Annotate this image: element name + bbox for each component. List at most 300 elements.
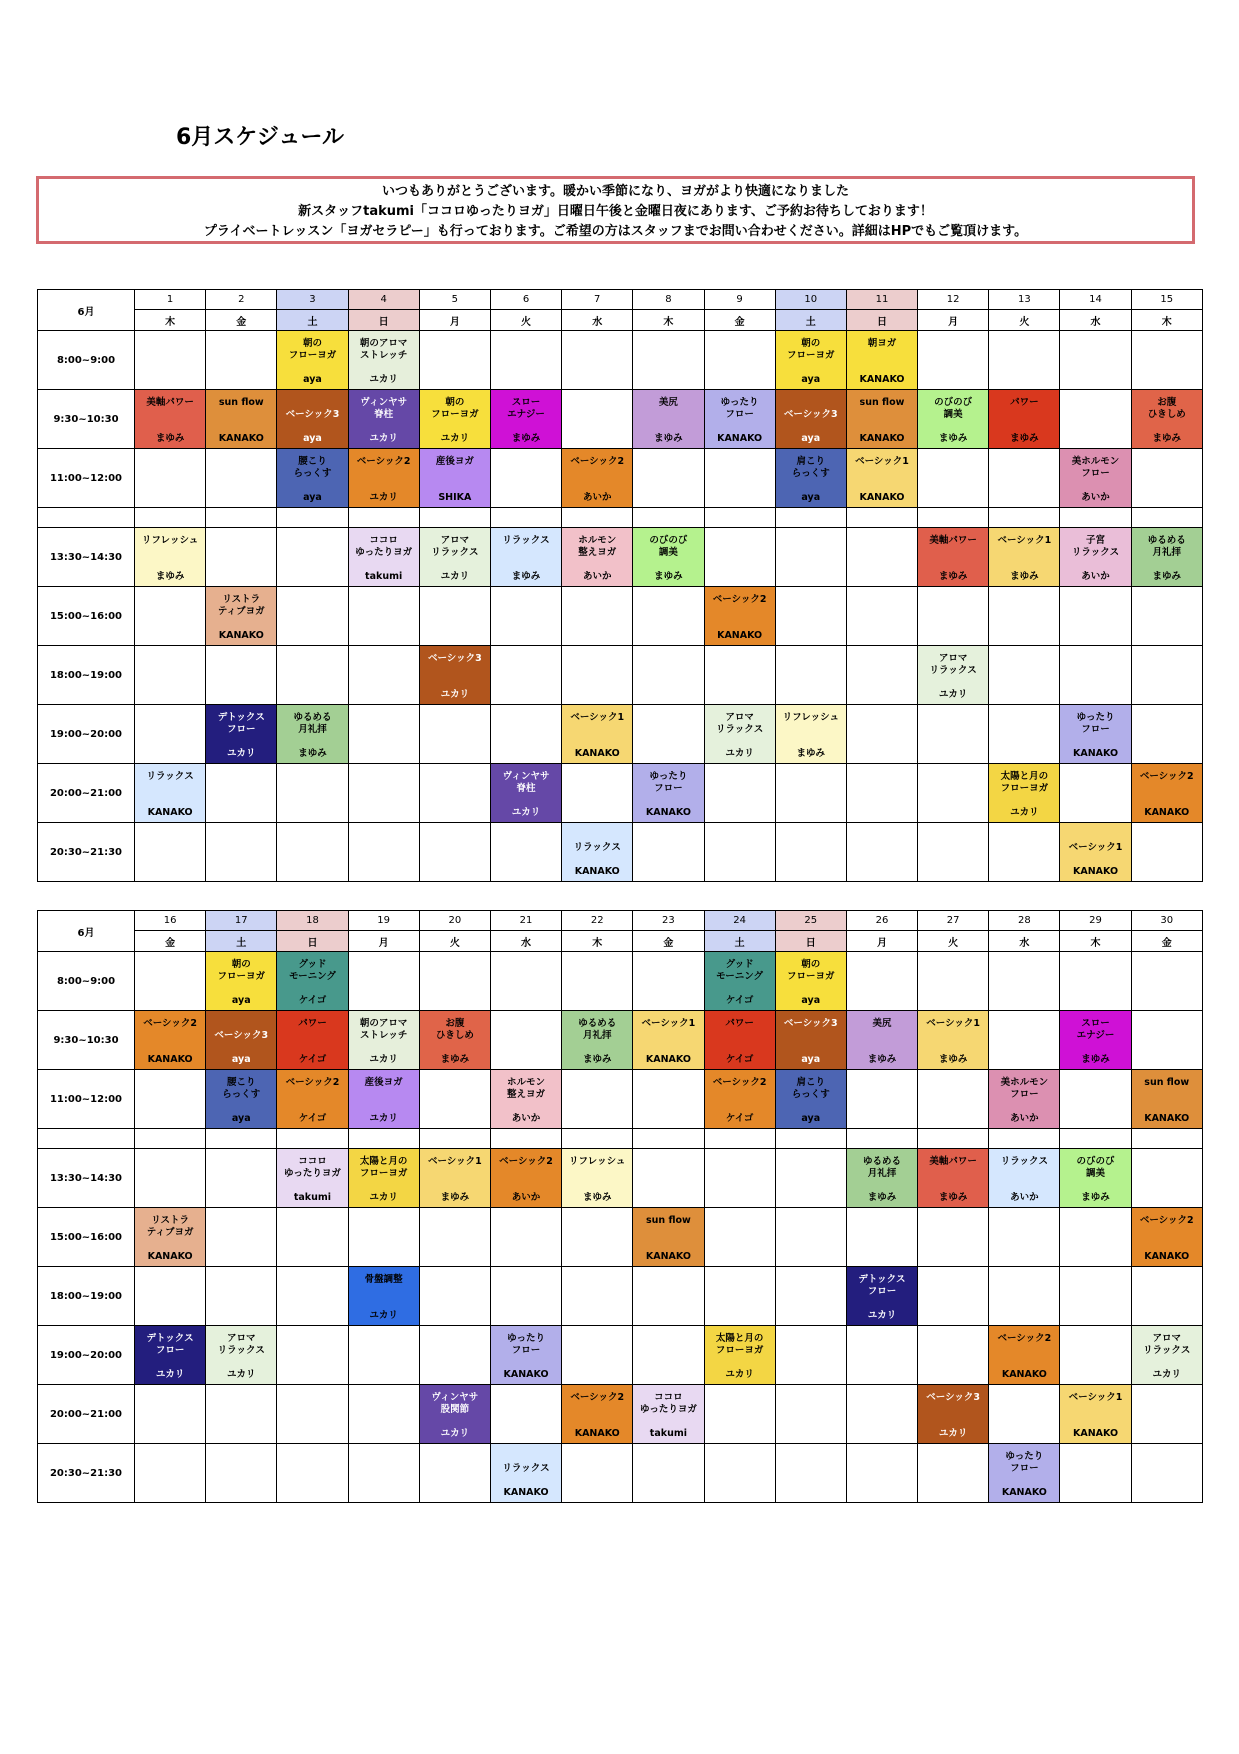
- time-slot-label: 8:00~9:00: [38, 331, 135, 390]
- empty-slot: [206, 823, 277, 882]
- break-cell: [348, 508, 419, 528]
- class-cell[interactable]: [633, 764, 704, 823]
- class-name: リフレッシュ: [141, 535, 199, 546]
- class-cell[interactable]: [704, 390, 775, 449]
- class-cell[interactable]: [775, 331, 846, 390]
- class-name: sun flow: [218, 397, 264, 408]
- class-cell[interactable]: [419, 1385, 490, 1444]
- date-cell: 11: [846, 290, 917, 310]
- class-cell[interactable]: [1131, 1326, 1202, 1385]
- break-cell: [490, 508, 561, 528]
- empty-slot: [348, 952, 419, 1011]
- class-cell[interactable]: [135, 528, 206, 587]
- empty-slot: [135, 1149, 206, 1208]
- class-name: ベーシック2: [356, 456, 411, 467]
- empty-slot: [562, 1208, 633, 1267]
- class-cell[interactable]: [419, 528, 490, 587]
- teacher-name: まゆみ: [1152, 433, 1181, 444]
- weekday-cell: 金: [135, 931, 206, 952]
- empty-slot: [490, 952, 561, 1011]
- class-cell[interactable]: [206, 705, 277, 764]
- break-cell: [562, 1129, 633, 1149]
- class-cell[interactable]: [135, 390, 206, 449]
- teacher-name: KANAKO: [574, 1428, 620, 1439]
- class-name: 美尻: [872, 1018, 892, 1029]
- class-cell[interactable]: [1060, 705, 1131, 764]
- weekday-row: [38, 931, 1203, 952]
- class-name: 産後ヨガ: [435, 456, 474, 467]
- class-name: グッド モーニング: [289, 959, 336, 982]
- class-name: ベーシック2: [143, 1018, 197, 1029]
- empty-slot: [918, 705, 989, 764]
- empty-slot: [419, 1326, 490, 1385]
- empty-slot: [989, 1208, 1060, 1267]
- class-cell[interactable]: [918, 1149, 989, 1208]
- empty-slot: [135, 587, 206, 646]
- teacher-name: あいか: [511, 1113, 541, 1124]
- class-name: ゆったり フロー: [1005, 1451, 1044, 1474]
- class-cell[interactable]: [1060, 1149, 1131, 1208]
- empty-slot: [1060, 390, 1131, 449]
- class-cell[interactable]: [277, 1149, 348, 1208]
- class-name: グッド モーニング: [716, 959, 764, 982]
- class-name: パワー: [725, 1018, 754, 1029]
- class-name: パワー: [298, 1018, 327, 1029]
- class-cell[interactable]: [277, 1011, 348, 1070]
- empty-slot: [704, 449, 775, 508]
- empty-slot: [277, 764, 348, 823]
- empty-slot: [918, 823, 989, 882]
- teacher-name: ユカリ: [511, 807, 541, 818]
- teacher-name: ユカリ: [369, 1113, 398, 1124]
- empty-slot: [1131, 1444, 1202, 1503]
- teacher-name: ユカリ: [440, 571, 470, 582]
- class-cell[interactable]: [277, 952, 348, 1011]
- empty-slot: [1131, 1267, 1202, 1326]
- class-name: ゆるめる 月礼拝: [1147, 535, 1186, 558]
- empty-slot: [704, 646, 775, 705]
- class-name: 美軸パワー: [146, 397, 194, 408]
- class-cell[interactable]: [348, 1070, 419, 1129]
- empty-slot: [775, 764, 846, 823]
- class-cell[interactable]: [490, 1326, 561, 1385]
- class-cell[interactable]: [348, 1011, 419, 1070]
- empty-slot: [348, 764, 419, 823]
- date-cell: 14: [1060, 290, 1131, 310]
- teacher-name: ユカリ: [227, 1369, 256, 1380]
- class-cell[interactable]: [633, 1385, 704, 1444]
- empty-slot: [918, 952, 989, 1011]
- empty-slot: [419, 587, 490, 646]
- class-name: ホルモン 整えヨガ: [507, 1077, 546, 1100]
- class-cell[interactable]: [1131, 528, 1202, 587]
- empty-slot: [562, 764, 633, 823]
- class-cell[interactable]: [562, 1011, 633, 1070]
- class-cell[interactable]: [918, 1011, 989, 1070]
- class-cell[interactable]: [918, 528, 989, 587]
- class-name: アロマ リラックス: [431, 535, 479, 558]
- empty-slot: [419, 1070, 490, 1129]
- class-cell[interactable]: [633, 1011, 704, 1070]
- empty-slot: [775, 1326, 846, 1385]
- class-cell[interactable]: [989, 1444, 1060, 1503]
- class-cell[interactable]: [633, 1208, 704, 1267]
- class-name: リラックス: [573, 842, 621, 853]
- teacher-name: まゆみ: [1081, 1054, 1110, 1065]
- class-cell[interactable]: [562, 823, 633, 882]
- class-cell[interactable]: [135, 1011, 206, 1070]
- empty-slot: [918, 1208, 989, 1267]
- teacher-name: aya: [801, 1113, 821, 1124]
- class-cell[interactable]: [704, 952, 775, 1011]
- class-cell[interactable]: [989, 1149, 1060, 1208]
- empty-slot: [1060, 587, 1131, 646]
- time-slot-row: [38, 449, 1203, 508]
- teacher-name: まゆみ: [1010, 433, 1039, 444]
- weekday-cell: 土: [704, 931, 775, 952]
- empty-slot: [633, 587, 704, 646]
- empty-slot: [1060, 1267, 1131, 1326]
- empty-slot: [1131, 1011, 1202, 1070]
- weekday-cell: 木: [1060, 931, 1131, 952]
- empty-slot: [419, 1208, 490, 1267]
- empty-slot: [1131, 823, 1202, 882]
- class-cell[interactable]: [775, 1011, 846, 1070]
- teacher-name: aya: [231, 1054, 251, 1065]
- teacher-name: KANAKO: [1001, 1369, 1047, 1380]
- class-cell[interactable]: [348, 390, 419, 449]
- class-cell[interactable]: [989, 764, 1060, 823]
- empty-slot: [1131, 646, 1202, 705]
- teacher-name: ケイゴ: [725, 1054, 754, 1065]
- empty-slot: [704, 528, 775, 587]
- class-cell[interactable]: [562, 705, 633, 764]
- class-cell[interactable]: [277, 449, 348, 508]
- class-cell[interactable]: [989, 1070, 1060, 1129]
- class-name: リストラ ティブヨガ: [146, 1215, 194, 1238]
- empty-slot: [704, 331, 775, 390]
- class-cell[interactable]: [419, 390, 490, 449]
- class-cell[interactable]: [277, 705, 348, 764]
- teacher-name: KANAKO: [218, 630, 264, 641]
- time-slot-label: 9:30~10:30: [38, 390, 135, 449]
- weekday-cell: 土: [277, 310, 348, 331]
- class-cell[interactable]: [989, 390, 1060, 449]
- empty-slot: [989, 952, 1060, 1011]
- class-cell[interactable]: [490, 764, 561, 823]
- class-cell[interactable]: [490, 1149, 561, 1208]
- class-cell[interactable]: [277, 1070, 348, 1129]
- class-cell[interactable]: [206, 1326, 277, 1385]
- class-cell[interactable]: [348, 449, 419, 508]
- teacher-name: ユカリ: [1010, 807, 1039, 818]
- class-cell[interactable]: [846, 1267, 917, 1326]
- class-cell[interactable]: [562, 1149, 633, 1208]
- weekday-cell: 金: [633, 931, 704, 952]
- date-cell: 7: [562, 290, 633, 310]
- class-cell[interactable]: [704, 1070, 775, 1129]
- teacher-name: takumi: [365, 571, 403, 582]
- class-name: ベーシック2: [570, 456, 625, 467]
- class-name: 美軸パワー: [929, 535, 977, 546]
- class-cell[interactable]: [419, 646, 490, 705]
- weekday-cell: 月: [846, 931, 917, 952]
- class-cell[interactable]: [1060, 449, 1131, 508]
- class-cell[interactable]: [846, 390, 917, 449]
- weekday-cell: 月: [348, 931, 419, 952]
- break-cell: [1131, 508, 1202, 528]
- empty-slot: [846, 1070, 917, 1129]
- empty-slot: [206, 331, 277, 390]
- teacher-name: まゆみ: [440, 1054, 470, 1065]
- class-cell[interactable]: [704, 587, 775, 646]
- date-cell: 24: [704, 911, 775, 931]
- class-cell[interactable]: [348, 1149, 419, 1208]
- class-cell[interactable]: [1131, 1070, 1202, 1129]
- teacher-name: ケイゴ: [725, 1113, 754, 1124]
- class-cell[interactable]: [989, 528, 1060, 587]
- empty-slot: [775, 1208, 846, 1267]
- class-cell[interactable]: [846, 1149, 917, 1208]
- break-cell: [918, 508, 989, 528]
- class-cell[interactable]: [704, 1326, 775, 1385]
- empty-slot: [633, 1326, 704, 1385]
- class-cell[interactable]: [490, 1070, 561, 1129]
- date-cell: 25: [775, 911, 846, 931]
- teacher-name: aya: [303, 492, 322, 503]
- time-slot-label: 15:00~16:00: [38, 587, 135, 646]
- teacher-name: ケイゴ: [298, 1113, 327, 1124]
- empty-slot: [633, 646, 704, 705]
- class-cell[interactable]: [918, 646, 989, 705]
- class-cell[interactable]: [348, 1267, 419, 1326]
- class-cell[interactable]: [846, 449, 917, 508]
- class-cell[interactable]: [1060, 1011, 1131, 1070]
- empty-slot: [775, 587, 846, 646]
- empty-slot: [1060, 952, 1131, 1011]
- break-cell: [704, 508, 775, 528]
- class-cell[interactable]: [775, 449, 846, 508]
- class-name: ベーシック1: [855, 456, 909, 467]
- empty-slot: [135, 823, 206, 882]
- class-cell[interactable]: [918, 1385, 989, 1444]
- weekday-cell: 火: [419, 931, 490, 952]
- weekday-cell: 日: [277, 931, 348, 952]
- class-cell[interactable]: [775, 705, 846, 764]
- teacher-name: KANAKO: [1144, 1251, 1190, 1262]
- empty-slot: [562, 646, 633, 705]
- empty-slot: [846, 823, 917, 882]
- class-cell[interactable]: [704, 705, 775, 764]
- teacher-name: ケイゴ: [298, 995, 327, 1006]
- teacher-name: ユカリ: [867, 1310, 897, 1321]
- break-cell: [490, 1129, 561, 1149]
- class-cell[interactable]: [989, 1326, 1060, 1385]
- class-name: ゆるめる 月礼拝: [578, 1018, 617, 1041]
- weekday-cell: 日: [348, 310, 419, 331]
- time-slot-label: 19:00~20:00: [38, 1326, 135, 1385]
- empty-slot: [1060, 1070, 1131, 1129]
- empty-slot: [419, 705, 490, 764]
- class-name: 美軸パワー: [929, 1156, 977, 1167]
- weekday-cell: 月: [419, 310, 490, 331]
- class-cell[interactable]: [419, 1011, 490, 1070]
- class-cell[interactable]: [562, 449, 633, 508]
- class-cell[interactable]: [277, 390, 348, 449]
- date-cell: 22: [562, 911, 633, 931]
- teacher-name: aya: [801, 492, 821, 503]
- class-cell[interactable]: [846, 331, 917, 390]
- class-cell[interactable]: [206, 390, 277, 449]
- empty-slot: [846, 1208, 917, 1267]
- teacher-name: aya: [801, 433, 821, 444]
- class-cell[interactable]: [348, 331, 419, 390]
- class-name: ベーシック1: [926, 1018, 981, 1029]
- class-cell[interactable]: [206, 1070, 277, 1129]
- class-cell[interactable]: [775, 952, 846, 1011]
- class-cell[interactable]: [490, 528, 561, 587]
- empty-slot: [846, 646, 917, 705]
- class-name: 子宮 リラックス: [1071, 535, 1120, 558]
- weekday-cell: 火: [490, 310, 561, 331]
- date-cell: 20: [419, 911, 490, 931]
- date-cell: 18: [277, 911, 348, 931]
- class-name: 朝のアロマ ストレッチ: [359, 338, 408, 361]
- teacher-name: あいか: [1081, 492, 1110, 503]
- class-cell[interactable]: [775, 390, 846, 449]
- class-name: のびのび 調美: [649, 535, 688, 558]
- teacher-name: まゆみ: [938, 571, 968, 582]
- date-cell: 28: [989, 911, 1060, 931]
- teacher-name: まゆみ: [654, 571, 683, 582]
- teacher-name: KANAKO: [859, 492, 905, 503]
- empty-slot: [1131, 587, 1202, 646]
- class-cell[interactable]: [633, 528, 704, 587]
- teacher-name: ユカリ: [227, 748, 256, 759]
- time-slot-row: [38, 1444, 1203, 1503]
- class-cell[interactable]: [277, 331, 348, 390]
- break-cell: [562, 508, 633, 528]
- empty-slot: [490, 449, 561, 508]
- class-cell[interactable]: [490, 1444, 561, 1503]
- empty-slot: [490, 587, 561, 646]
- class-cell[interactable]: [419, 1149, 490, 1208]
- empty-slot: [775, 646, 846, 705]
- class-name: 朝のアロマ ストレッチ: [359, 1018, 408, 1041]
- teacher-name: takumi: [649, 1428, 687, 1439]
- break-cell: [206, 1129, 277, 1149]
- class-name: お腹 ひきしめ: [435, 1018, 474, 1041]
- weekday-cell: 日: [846, 310, 917, 331]
- teacher-name: KANAKO: [645, 807, 691, 818]
- empty-slot: [348, 646, 419, 705]
- break-cell: [1060, 1129, 1131, 1149]
- date-row: [38, 290, 1203, 310]
- break-cell: [206, 508, 277, 528]
- break-cell: [1060, 508, 1131, 528]
- teacher-name: まゆみ: [938, 1192, 968, 1203]
- class-cell[interactable]: [348, 528, 419, 587]
- class-cell[interactable]: [135, 1208, 206, 1267]
- empty-slot: [490, 823, 561, 882]
- class-cell[interactable]: [419, 449, 490, 508]
- empty-slot: [704, 1267, 775, 1326]
- teacher-name: ユカリ: [369, 1192, 398, 1203]
- empty-slot: [419, 1267, 490, 1326]
- weekday-cell: 水: [1060, 310, 1131, 331]
- class-name: デトックス フロー: [858, 1274, 906, 1297]
- class-cell[interactable]: [1131, 764, 1202, 823]
- class-cell[interactable]: [1060, 1385, 1131, 1444]
- class-cell[interactable]: [704, 1011, 775, 1070]
- teacher-name: aya: [303, 433, 322, 444]
- empty-slot: [989, 1385, 1060, 1444]
- empty-slot: [419, 331, 490, 390]
- teacher-name: まゆみ: [440, 1192, 470, 1203]
- class-name: ヴィンヤサ 脊柱: [502, 771, 550, 794]
- class-cell[interactable]: [562, 1385, 633, 1444]
- class-cell[interactable]: [135, 764, 206, 823]
- teacher-name: まゆみ: [1010, 571, 1039, 582]
- weekday-row: [38, 310, 1203, 331]
- class-cell[interactable]: [206, 587, 277, 646]
- class-cell[interactable]: [918, 390, 989, 449]
- weekday-cell: 水: [490, 931, 561, 952]
- notice-box: [36, 176, 1195, 244]
- empty-slot: [562, 952, 633, 1011]
- teacher-name: KANAKO: [1144, 807, 1190, 818]
- class-cell[interactable]: [1131, 1208, 1202, 1267]
- class-cell[interactable]: [1131, 390, 1202, 449]
- teacher-name: aya: [801, 995, 821, 1006]
- empty-slot: [633, 1267, 704, 1326]
- time-slot-label: 15:00~16:00: [38, 1208, 135, 1267]
- break-cell: [989, 508, 1060, 528]
- class-name: リラックス: [502, 1463, 550, 1474]
- empty-slot: [704, 1444, 775, 1503]
- class-name: 肩こり らっくす: [791, 456, 830, 479]
- class-cell[interactable]: [206, 1011, 277, 1070]
- class-cell[interactable]: [206, 952, 277, 1011]
- class-cell[interactable]: [846, 1011, 917, 1070]
- class-name: アロマ リラックス: [929, 653, 977, 676]
- empty-slot: [562, 1070, 633, 1129]
- teacher-name: KANAKO: [1073, 748, 1119, 759]
- class-cell[interactable]: [1060, 528, 1131, 587]
- class-cell[interactable]: [775, 1070, 846, 1129]
- empty-slot: [633, 449, 704, 508]
- date-cell: 19: [348, 911, 419, 931]
- empty-slot: [277, 528, 348, 587]
- class-cell[interactable]: [633, 390, 704, 449]
- class-cell[interactable]: [490, 390, 561, 449]
- empty-slot: [419, 1444, 490, 1503]
- empty-slot: [277, 1208, 348, 1267]
- class-cell[interactable]: [135, 1326, 206, 1385]
- teacher-name: KANAKO: [859, 433, 905, 444]
- class-cell[interactable]: [562, 528, 633, 587]
- teacher-name: まゆみ: [155, 433, 185, 444]
- empty-slot: [562, 1267, 633, 1326]
- time-slot-row: [38, 1385, 1203, 1444]
- class-cell[interactable]: [1060, 823, 1131, 882]
- empty-slot: [135, 705, 206, 764]
- weekday-cell: 金: [1131, 931, 1202, 952]
- empty-slot: [1131, 1149, 1202, 1208]
- weekday-cell: 月: [918, 310, 989, 331]
- teacher-name: KANAKO: [1144, 1113, 1190, 1124]
- time-slot-row: [38, 764, 1203, 823]
